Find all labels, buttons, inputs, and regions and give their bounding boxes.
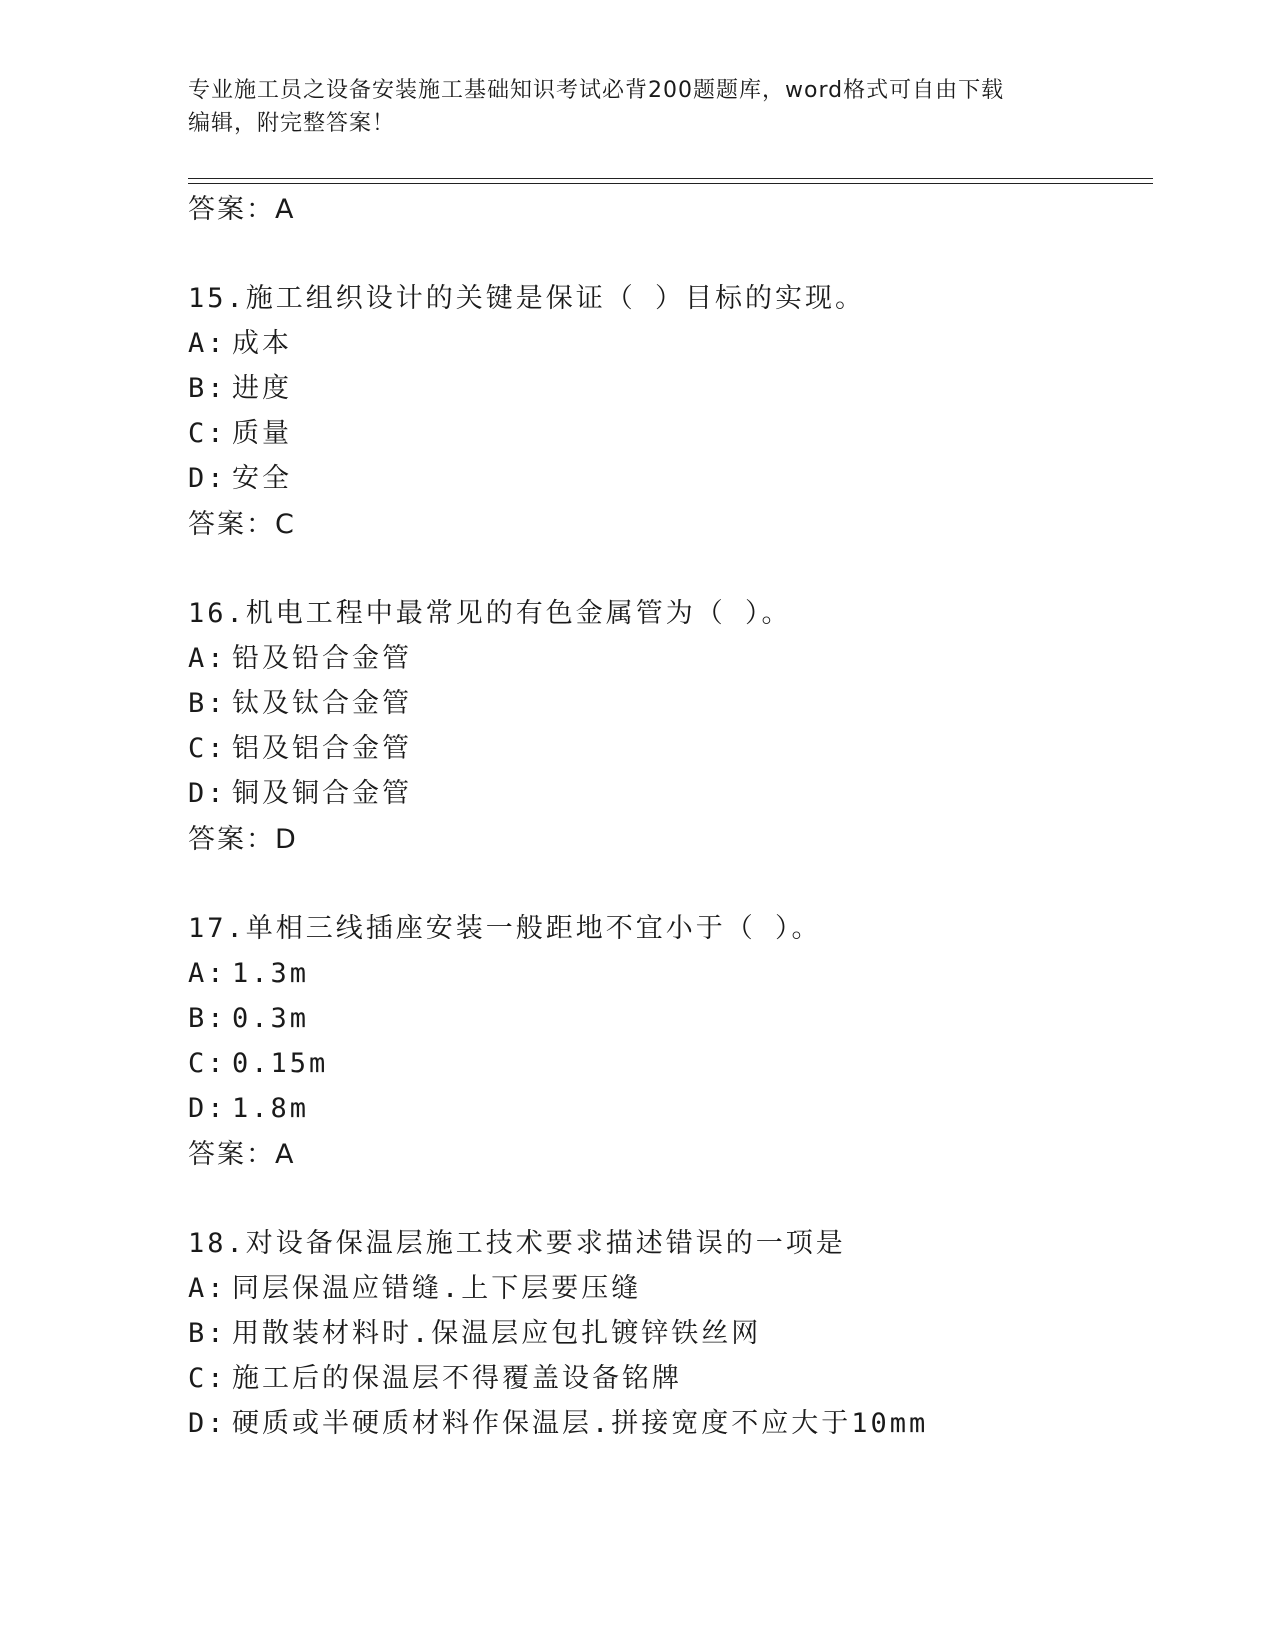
option-text: 铅及铅合金管 — [232, 643, 412, 674]
option-label: C: — [188, 1363, 227, 1394]
header-divider-bottom — [188, 183, 1153, 184]
option-label: C: — [188, 418, 227, 449]
option-18-c — [188, 1361, 682, 1397]
option-text: 成本 — [232, 328, 292, 359]
option-label: D: — [188, 778, 227, 809]
option-15-b — [188, 371, 292, 407]
option-16-a — [188, 641, 412, 677]
answer-16: 答案：D — [188, 824, 298, 855]
option-label: B: — [188, 373, 227, 404]
option-label: D: — [188, 463, 227, 494]
option-18-b — [188, 1316, 761, 1352]
header-line-2: 编辑，附完整答案！ — [188, 111, 396, 136]
answer-15: 答案：C — [188, 509, 296, 540]
question-16: 16.机电工程中最常见的有色金属管为（ ）。 — [188, 598, 792, 629]
option-17-b — [188, 1001, 309, 1037]
option-text: 同层保温应错缝.上下层要压缝 — [232, 1273, 642, 1304]
answer-14: 答案：A — [188, 194, 296, 225]
option-label: D: — [188, 1408, 227, 1439]
option-15-a — [188, 326, 292, 362]
header-line-1: 专业施工员之设备安装施工基础知识考试必背200题题库，word格式可自由下载 — [188, 78, 1005, 103]
option-text: 施工后的保温层不得覆盖设备铭牌 — [232, 1363, 682, 1394]
option-text: 用散装材料时.保温层应包扎镀锌铁丝网 — [232, 1318, 762, 1349]
option-15-d — [188, 461, 292, 497]
option-label: D: — [188, 1093, 227, 1124]
option-text: 1.3m — [232, 958, 310, 989]
option-text: 0.15m — [232, 1048, 329, 1079]
document-header — [188, 74, 1088, 140]
option-label: A: — [188, 328, 227, 359]
option-label: B: — [188, 1318, 227, 1349]
option-17-a — [188, 956, 309, 992]
option-text: 硬质或半硬质材料作保温层.拼接宽度不应大于10mm — [232, 1408, 929, 1439]
option-17-d — [188, 1091, 309, 1127]
option-label: C: — [188, 1048, 227, 1079]
option-label: A: — [188, 1273, 227, 1304]
option-label: A: — [188, 958, 227, 989]
option-text: 铜及铜合金管 — [232, 778, 412, 809]
question-17: 17.单相三线插座安装一般距地不宜小于（ ）。 — [188, 913, 822, 944]
option-15-c — [188, 416, 292, 452]
option-text: 铝及铝合金管 — [232, 733, 412, 764]
option-text: 0.3m — [232, 1003, 310, 1034]
option-text: 安全 — [232, 463, 292, 494]
option-label: C: — [188, 733, 227, 764]
option-18-d — [188, 1406, 928, 1442]
option-16-d — [188, 776, 412, 812]
option-label: A: — [188, 643, 227, 674]
option-label: B: — [188, 688, 227, 719]
option-16-c — [188, 731, 412, 767]
option-label: B: — [188, 1003, 227, 1034]
header-divider-top — [188, 178, 1153, 179]
option-text: 进度 — [232, 373, 292, 404]
option-17-c — [188, 1046, 328, 1082]
option-16-b — [188, 686, 412, 722]
option-text: 钛及钛合金管 — [232, 688, 412, 719]
answer-17: 答案：A — [188, 1139, 296, 1170]
option-18-a — [188, 1271, 641, 1307]
option-text: 1.8m — [232, 1093, 310, 1124]
question-18: 18.对设备保温层施工技术要求描述错误的一项是 — [188, 1228, 846, 1259]
question-15: 15.施工组织设计的关键是保证（ ）目标的实现。 — [188, 283, 866, 314]
option-text: 质量 — [232, 418, 292, 449]
